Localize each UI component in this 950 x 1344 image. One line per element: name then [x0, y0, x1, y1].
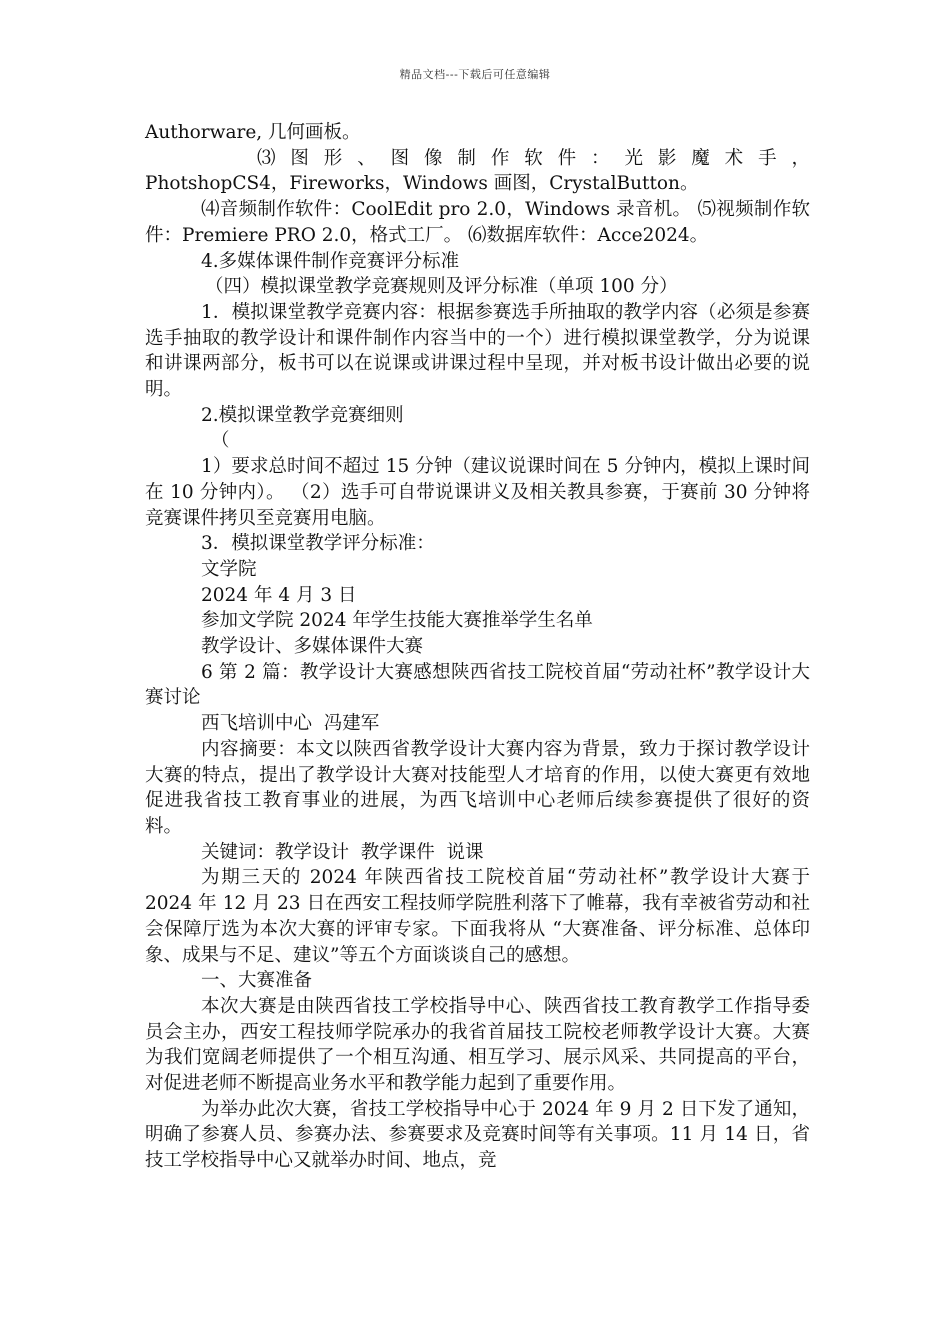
paragraph-contest-name: 教学设计、多媒体课件大赛 — [201, 636, 424, 658]
paragraph-image-software: ⑶ 图 形 、 图 像 制 作 软 件 ： 光 影 魔 术 手 ， — [257, 147, 810, 169]
paragraph-software-authorware: Authorware, 几何画板。 — [145, 122, 361, 143]
section-heading-preparation: 一、大赛准备 — [201, 970, 313, 992]
paragraph-audio-video-database: ⑷音频制作软件：CoolEdit pro 2.0，Windows 录音机。 ⑸视频制作软件：Premiere PRO 2.0，格式工厂。 ⑹数据库软件：Acce2024。 — [145, 199, 810, 246]
page-header: 精品文档---下载后可任意编辑 — [399, 68, 551, 81]
section-heading-scoring: 3．模拟课堂教学评分标准： — [201, 533, 435, 555]
article-abstract: 内容摘要：本文以陕西省教学设计大赛内容为背景，致力于探讨教学设计大赛的特点，提出了教学设计大赛对技能型人才培育的作用，以使大赛更有效地促进我省技工教育事业的进展，为西飞培训中心老师后续参赛提供了很好的资料。 — [145, 738, 810, 837]
paragraph-intro: 为期三天的 2024 年陕西省技工院校首届“劳动社杯”教学设计大赛于 2024 年 12 月 23 日在西安工程技师学院胜利落下了帷幕，我有幸被省劳动和社会保障厅选为本次大赛的评审专家。下面我将从 “大赛准备、评分标准、总体印象、成果与不足、建议”等五个方面谈谈自己的感想。 — [145, 867, 810, 966]
article-keywords: 关键词：教学设计 教学课件 说课 — [201, 841, 484, 863]
document-body — [145, 120, 810, 1174]
paragraph-organizers: 本次大赛是由陕西省技工学校指导中心、陕西省技工教育教学工作指导委员会主办，西安工程技师学院承办的我省首届技工院校老师教学设计大赛。大赛为我们宽阔老师提供了一个相互沟通、相互学习、展示风采、共同提高的平台，对促进老师不断提高业务水平和教学能力起到了重要作用。 — [145, 995, 810, 1095]
article-author: 西飞培训中心 冯建军 — [201, 713, 380, 735]
section-heading-simulated-class: （四）模拟课堂教学竞赛规则及评分标准（单项 100 分） — [205, 276, 678, 298]
paragraph-date: 2024 年 4 月 3 日 — [201, 584, 357, 606]
paragraph-open-paren: （ — [211, 430, 230, 452]
paragraph-institution: 文学院 — [201, 558, 257, 580]
paragraph-image-software-list: PhotshopCS4，Fireworks，Windows 画图，CrystalButton。 — [145, 173, 699, 195]
article-title: 6 第 2 篇：教学设计大赛感想陕西省技工院校首届“劳动社杯”教学设计大赛讨论 — [145, 661, 810, 709]
paragraph-nominee-list-title: 参加文学院 2024 年学生技能大赛推举学生名单 — [201, 610, 593, 632]
section-heading-simulated-class-rules: 2.模拟课堂教学竞赛细则 — [201, 404, 404, 426]
section-heading-multimedia-standard: 4.多媒体课件制作竞赛评分标准 — [201, 250, 460, 272]
paragraph-simulated-class-content: 1．模拟课堂教学竞赛内容：根据参赛选手所抽取的教学内容（必须是参赛选手抽取的教学设计和课件制作内容当中的一个）进行模拟课堂教学，分为说课和讲课两部分，板书可以在说课或讲课过程中呈现，并对板书设计做出必要的说明。 — [145, 301, 810, 401]
paragraph-time-requirements: 1）要求总时间不超过 15 分钟（建议说课时间在 5 分钟内，模拟上课时间在 10 分钟内）。 （2）选手可自带说课讲义及相关教具参赛，于赛前 30 分钟将竞赛课件拷贝至竞赛用电脑。 — [145, 456, 810, 529]
paragraph-notice: 为举办此次大赛，省技工学校指导中心于 2024 年 9 月 2 日下发了通知，明确了参赛人员、参赛办法、参赛要求及竞赛时间等有关事项。11 月 14 日，省技工学校指导中心又就举办时间、地点，竞 — [145, 1098, 810, 1172]
